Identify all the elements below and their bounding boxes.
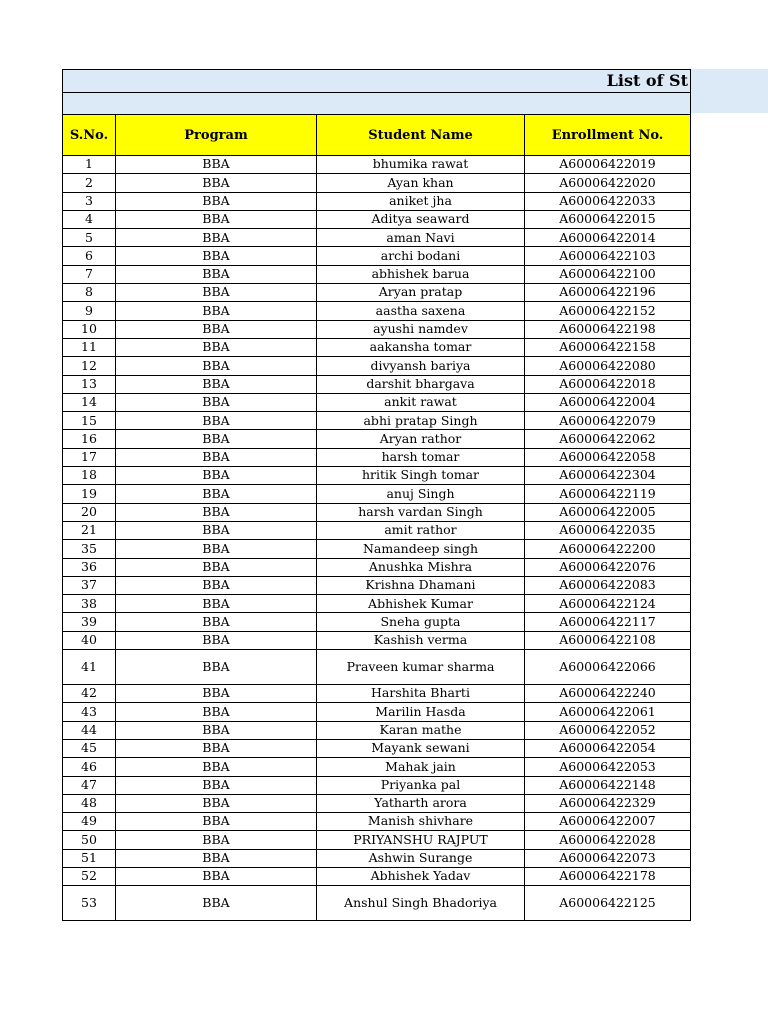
table-row	[63, 229, 691, 247]
cell-sno: 13	[63, 375, 116, 393]
cell-program: BBA	[116, 156, 317, 174]
header-row	[63, 115, 691, 156]
cell-program: BBA	[116, 485, 317, 503]
cell-program: BBA	[116, 412, 317, 430]
cell-enrollment: A60006422015	[525, 210, 691, 228]
blank-cell	[63, 93, 691, 115]
cell-program: BBA	[116, 338, 317, 356]
cell-sno: 44	[63, 721, 116, 739]
table-row	[63, 813, 691, 831]
cell-student-name: aastha saxena	[317, 302, 525, 320]
cell-enrollment: A60006422196	[525, 284, 691, 302]
table-row	[63, 794, 691, 812]
cell-student-name: Aryan rathor	[317, 430, 525, 448]
cell-sno: 20	[63, 503, 116, 521]
cell-program: BBA	[116, 302, 317, 320]
table-row	[63, 156, 691, 174]
table-row	[63, 284, 691, 302]
cell-program: BBA	[116, 776, 317, 794]
cell-enrollment: A60006422053	[525, 758, 691, 776]
cell-student-name: divyansh bariya	[317, 357, 525, 375]
cell-student-name: abhi pratap Singh	[317, 412, 525, 430]
cell-sno: 40	[63, 631, 116, 649]
cell-sno: 53	[63, 886, 116, 921]
cell-program: BBA	[116, 247, 317, 265]
cell-program: BBA	[116, 448, 317, 466]
cell-enrollment: A60006422329	[525, 794, 691, 812]
cell-enrollment: A60006422100	[525, 265, 691, 283]
cell-enrollment: A60006422028	[525, 831, 691, 849]
cell-student-name: amit rathor	[317, 521, 525, 539]
table-row	[63, 210, 691, 228]
cell-program: BBA	[116, 540, 317, 558]
cell-program: BBA	[116, 886, 317, 921]
cell-program: BBA	[116, 721, 317, 739]
cell-program: BBA	[116, 174, 317, 192]
table-row	[63, 503, 691, 521]
table-row	[63, 393, 691, 411]
cell-sno: 11	[63, 338, 116, 356]
cell-student-name: ankit rawat	[317, 393, 525, 411]
title-cell	[63, 70, 691, 93]
cell-student-name: harsh tomar	[317, 448, 525, 466]
table-row	[63, 430, 691, 448]
cell-sno: 3	[63, 192, 116, 210]
table-row	[63, 174, 691, 192]
student-list-table	[62, 69, 691, 921]
cell-enrollment: A60006422178	[525, 867, 691, 885]
cell-enrollment: A60006422119	[525, 485, 691, 503]
cell-student-name: Aditya seaward	[317, 210, 525, 228]
cell-program: BBA	[116, 265, 317, 283]
cell-enrollment: A60006422061	[525, 703, 691, 721]
table-row	[63, 485, 691, 503]
cell-sno: 15	[63, 412, 116, 430]
cell-student-name: PRIYANSHU RAJPUT	[317, 831, 525, 849]
cell-enrollment: A60006422054	[525, 739, 691, 757]
cell-sno: 50	[63, 831, 116, 849]
cell-program: BBA	[116, 685, 317, 703]
table-row	[63, 831, 691, 849]
table-row	[63, 886, 691, 921]
cell-enrollment: A60006422066	[525, 650, 691, 685]
cell-enrollment: A60006422052	[525, 721, 691, 739]
cell-program: BBA	[116, 758, 317, 776]
table-row	[63, 776, 691, 794]
cell-sno: 37	[63, 576, 116, 594]
cell-enrollment: A60006422004	[525, 393, 691, 411]
cell-program: BBA	[116, 503, 317, 521]
cell-program: BBA	[116, 229, 317, 247]
table-row	[63, 448, 691, 466]
cell-student-name: aakansha tomar	[317, 338, 525, 356]
cell-sno: 46	[63, 758, 116, 776]
table-row	[63, 650, 691, 685]
cell-sno: 7	[63, 265, 116, 283]
header-student-name: Student Name	[317, 115, 525, 156]
table-row	[63, 357, 691, 375]
cell-enrollment: A60006422005	[525, 503, 691, 521]
cell-program: BBA	[116, 703, 317, 721]
cell-sno: 1	[63, 156, 116, 174]
cell-sno: 45	[63, 739, 116, 757]
cell-student-name: ayushi namdev	[317, 320, 525, 338]
cell-program: BBA	[116, 831, 317, 849]
cell-sno: 8	[63, 284, 116, 302]
cell-program: BBA	[116, 849, 317, 867]
table-row	[63, 265, 691, 283]
cell-enrollment: A60006422007	[525, 813, 691, 831]
cell-enrollment: A60006422108	[525, 631, 691, 649]
cell-program: BBA	[116, 613, 317, 631]
cell-enrollment: A60006422103	[525, 247, 691, 265]
cell-student-name: harsh vardan Singh	[317, 503, 525, 521]
cell-program: BBA	[116, 739, 317, 757]
title-row	[63, 70, 691, 93]
cell-student-name: Praveen kumar sharma	[317, 650, 525, 685]
table-row	[63, 631, 691, 649]
cell-enrollment: A60006422124	[525, 595, 691, 613]
cell-enrollment: A60006422200	[525, 540, 691, 558]
table-row	[63, 540, 691, 558]
blank-row	[63, 93, 691, 115]
table-row	[63, 721, 691, 739]
cell-student-name: hritik Singh tomar	[317, 467, 525, 485]
cell-program: BBA	[116, 284, 317, 302]
cell-enrollment: A60006422058	[525, 448, 691, 466]
table-row	[63, 521, 691, 539]
cell-enrollment: A60006422083	[525, 576, 691, 594]
cell-program: BBA	[116, 794, 317, 812]
cell-student-name: Krishna Dhamani	[317, 576, 525, 594]
cell-sno: 48	[63, 794, 116, 812]
cell-enrollment: A60006422198	[525, 320, 691, 338]
cell-sno: 51	[63, 849, 116, 867]
table-row	[63, 192, 691, 210]
table-row	[63, 247, 691, 265]
cell-sno: 39	[63, 613, 116, 631]
header-program: Program	[116, 115, 317, 156]
cell-sno: 38	[63, 595, 116, 613]
cell-student-name: Kashish verma	[317, 631, 525, 649]
table-row	[63, 338, 691, 356]
cell-sno: 36	[63, 558, 116, 576]
cell-student-name: Priyanka pal	[317, 776, 525, 794]
table-row	[63, 467, 691, 485]
cell-program: BBA	[116, 357, 317, 375]
cell-sno: 2	[63, 174, 116, 192]
cell-student-name: aniket jha	[317, 192, 525, 210]
cell-enrollment: A60006422033	[525, 192, 691, 210]
cell-student-name: Ayan khan	[317, 174, 525, 192]
cell-student-name: Namandeep singh	[317, 540, 525, 558]
cell-student-name: Karan mathe	[317, 721, 525, 739]
cell-enrollment: A60006422240	[525, 685, 691, 703]
cell-enrollment: A60006422018	[525, 375, 691, 393]
cell-program: BBA	[116, 210, 317, 228]
cell-sno: 5	[63, 229, 116, 247]
cell-enrollment: A60006422152	[525, 302, 691, 320]
cell-student-name: aman Navi	[317, 229, 525, 247]
cell-sno: 19	[63, 485, 116, 503]
cell-sno: 4	[63, 210, 116, 228]
table-row	[63, 302, 691, 320]
cell-sno: 43	[63, 703, 116, 721]
cell-student-name: abhishek barua	[317, 265, 525, 283]
table-row	[63, 867, 691, 885]
cell-enrollment: A60006422035	[525, 521, 691, 539]
table-row	[63, 685, 691, 703]
cell-program: BBA	[116, 192, 317, 210]
table-row	[63, 558, 691, 576]
cell-program: BBA	[116, 576, 317, 594]
cell-enrollment: A60006422019	[525, 156, 691, 174]
title-band-extension	[690, 69, 768, 113]
cell-sno: 6	[63, 247, 116, 265]
cell-enrollment: A60006422073	[525, 849, 691, 867]
cell-program: BBA	[116, 813, 317, 831]
cell-student-name: Abhishek Kumar	[317, 595, 525, 613]
cell-sno: 17	[63, 448, 116, 466]
header-sno: S.No.	[63, 115, 116, 156]
cell-student-name: archi bodani	[317, 247, 525, 265]
cell-student-name: Ashwin Surange	[317, 849, 525, 867]
cell-sno: 35	[63, 540, 116, 558]
cell-sno: 41	[63, 650, 116, 685]
cell-sno: 9	[63, 302, 116, 320]
cell-sno: 10	[63, 320, 116, 338]
cell-program: BBA	[116, 867, 317, 885]
cell-sno: 47	[63, 776, 116, 794]
cell-sno: 18	[63, 467, 116, 485]
cell-sno: 52	[63, 867, 116, 885]
table-row	[63, 576, 691, 594]
table-row	[63, 758, 691, 776]
cell-student-name: Abhishek Yadav	[317, 867, 525, 885]
cell-enrollment: A60006422125	[525, 886, 691, 921]
cell-student-name: Mahak jain	[317, 758, 525, 776]
table-row	[63, 613, 691, 631]
table-body	[63, 70, 691, 921]
cell-student-name: Harshita Bharti	[317, 685, 525, 703]
cell-sno: 16	[63, 430, 116, 448]
cell-enrollment: A60006422158	[525, 338, 691, 356]
cell-enrollment: A60006422080	[525, 357, 691, 375]
table-row	[63, 739, 691, 757]
cell-student-name: Aryan pratap	[317, 284, 525, 302]
cell-student-name: Manish shivhare	[317, 813, 525, 831]
cell-student-name: Mayank sewani	[317, 739, 525, 757]
cell-enrollment: A60006422304	[525, 467, 691, 485]
cell-enrollment: A60006422020	[525, 174, 691, 192]
cell-enrollment: A60006422076	[525, 558, 691, 576]
cell-enrollment: A60006422014	[525, 229, 691, 247]
cell-enrollment: A60006422079	[525, 412, 691, 430]
cell-program: BBA	[116, 521, 317, 539]
cell-sno: 14	[63, 393, 116, 411]
table-row	[63, 320, 691, 338]
cell-program: BBA	[116, 375, 317, 393]
cell-sno: 42	[63, 685, 116, 703]
cell-program: BBA	[116, 631, 317, 649]
cell-student-name: Marilin Hasda	[317, 703, 525, 721]
cell-enrollment: A60006422117	[525, 613, 691, 631]
cell-program: BBA	[116, 467, 317, 485]
cell-sno: 49	[63, 813, 116, 831]
cell-student-name: darshit bhargava	[317, 375, 525, 393]
cell-enrollment: A60006422148	[525, 776, 691, 794]
cell-student-name: Anshul Singh Bhadoriya	[317, 886, 525, 921]
table-row	[63, 849, 691, 867]
cell-student-name: Anushka Mishra	[317, 558, 525, 576]
table-row	[63, 703, 691, 721]
cell-student-name: bhumika rawat	[317, 156, 525, 174]
cell-program: BBA	[116, 393, 317, 411]
cell-program: BBA	[116, 558, 317, 576]
page-title: List of St	[606, 71, 688, 90]
header-enrollment: Enrollment No.	[525, 115, 691, 156]
cell-program: BBA	[116, 320, 317, 338]
table-row	[63, 595, 691, 613]
cell-program: BBA	[116, 650, 317, 685]
cell-student-name: Yatharth arora	[317, 794, 525, 812]
cell-enrollment: A60006422062	[525, 430, 691, 448]
cell-student-name: anuj Singh	[317, 485, 525, 503]
cell-program: BBA	[116, 430, 317, 448]
cell-program: BBA	[116, 595, 317, 613]
cell-sno: 21	[63, 521, 116, 539]
table-row	[63, 375, 691, 393]
table-row	[63, 412, 691, 430]
cell-student-name: Sneha gupta	[317, 613, 525, 631]
cell-sno: 12	[63, 357, 116, 375]
